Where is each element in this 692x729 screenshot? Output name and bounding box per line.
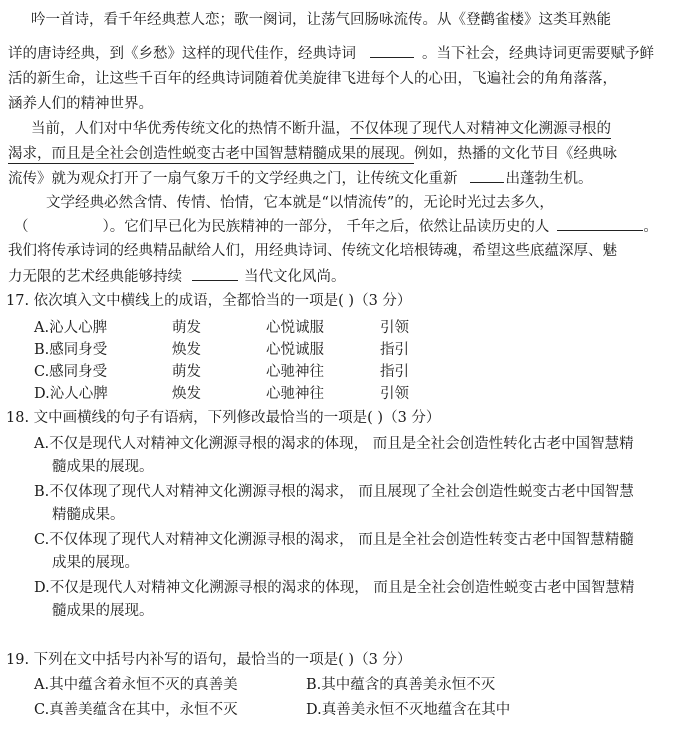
passage-text: 文学经典必然含情、传情、怡情，它本就是“以情流传”的，无论时光过去多久， bbox=[46, 195, 554, 211]
passage-line bbox=[8, 94, 153, 114]
passage-line bbox=[8, 144, 617, 164]
q18-option-d[interactable]: D.不仅是现代人对精神文化溯源寻根的渴求的体现， 而且是全社会创造性蜕变古老中国智慧精 bbox=[34, 580, 635, 596]
question-text: 17. 依次填入文中横线上的成语，全都恰当的一项是( )（3 分） bbox=[6, 293, 412, 309]
q17-option-d-idiom1[interactable]: D.沁人心脾 bbox=[34, 386, 108, 402]
q19-option-a[interactable]: A.其中蕴含着永恒不灭的真善美 bbox=[34, 677, 238, 693]
passage-text: 活的新生命，让这些千百年的经典诗词随着优美旋律飞进每个人的心田，飞遍社会的角角落落， bbox=[8, 71, 617, 87]
passage-text: 吟一首诗，看千年经典惹人恋；歌一阕词，让荡气回肠咏流传。从《登鹳雀楼》这类耳熟能 bbox=[31, 12, 611, 28]
q17-option-a-idiom3: 心悦诚服 bbox=[266, 320, 324, 336]
q18-option-b[interactable]: B.不仅体现了现代人对精神文化溯源寻根的渴求， 而且展现了全社会创造性蜕变古老中国智慧 bbox=[34, 484, 634, 500]
q19-option-c[interactable]: C.真善美蕴含在其中，永恒不灭 bbox=[34, 702, 238, 718]
passage-text: 例如，热播的文化节目《经典咏 bbox=[414, 146, 617, 162]
question-text: 19. 下列在文中括号内补写的语句，最恰当的一项是( )（3 分） bbox=[6, 652, 412, 668]
fill-blank bbox=[470, 168, 504, 183]
passage-line bbox=[8, 266, 346, 287]
passage-line bbox=[46, 193, 554, 213]
q18-option-c-cont: 成果的展现。 bbox=[52, 555, 139, 571]
passage-line bbox=[8, 69, 617, 89]
passage-text: 流传》就为观众打开了一扇气象万千的文学经典之门，让传统文化重新 bbox=[8, 171, 458, 187]
passage-text: 力无限的艺术经典能够持续 bbox=[8, 269, 182, 285]
question-19-stem bbox=[6, 650, 411, 670]
passage-text: （ bbox=[14, 219, 29, 235]
q17-option-b-idiom1[interactable]: B.感同身受 bbox=[34, 342, 108, 358]
passage-line bbox=[31, 119, 611, 139]
q17-option-b-idiom4: 指引 bbox=[380, 342, 409, 358]
underlined-sentence: 渴求，而且是全社会创造性蜕变古老中国智慧精髓成果的展现。 bbox=[8, 146, 414, 162]
passage-line bbox=[8, 241, 617, 261]
fill-blank bbox=[192, 266, 238, 281]
passage-line bbox=[8, 43, 654, 64]
q17-option-a-idiom1[interactable]: A.沁人心脾 bbox=[34, 320, 108, 336]
passage-line bbox=[14, 216, 658, 237]
q17-option-d-idiom3: 心驰神往 bbox=[266, 386, 324, 402]
passage-line bbox=[8, 168, 593, 189]
fill-blank bbox=[557, 216, 643, 231]
q17-option-c-idiom1[interactable]: C.感同身受 bbox=[34, 364, 108, 380]
q17-option-a-idiom4: 引领 bbox=[380, 320, 409, 336]
q18-option-a[interactable]: A.不仅是现代人对精神文化溯源寻根的渴求的体现， 而且是全社会创造性转化古老中国智慧精 bbox=[34, 436, 634, 452]
passage-text: ）。它们早已化为民族精神的一部分， 千年之后，依然让品读历史的人 bbox=[102, 219, 550, 235]
passage-text: 。当下社会，经典诗词更需要赋予鲜 bbox=[422, 46, 654, 62]
q19-option-d[interactable]: D.真善美永恒不灭地蕴含在其中 bbox=[306, 702, 511, 718]
q17-option-b-idiom2: 焕发 bbox=[172, 342, 201, 358]
q17-option-d-idiom4: 引领 bbox=[380, 386, 409, 402]
question-18-stem bbox=[6, 408, 440, 428]
passage-text: 。 bbox=[643, 219, 658, 235]
q18-option-b-cont: 精髓成果。 bbox=[52, 507, 125, 523]
passage-text: 详的唐诗经典，到《乡愁》这样的现代佳作，经典诗词 bbox=[8, 46, 356, 62]
q17-option-b-idiom3: 心悦诚服 bbox=[266, 342, 324, 358]
underlined-sentence: 不仅体现了现代人对精神文化溯源寻根的 bbox=[350, 121, 611, 137]
q17-option-c-idiom2: 萌发 bbox=[172, 364, 201, 380]
q18-option-c[interactable]: C.不仅体现了现代人对精神文化溯源寻根的渴求， 而且是全社会创造性转变古老中国智慧精髓 bbox=[34, 532, 634, 548]
passage-line bbox=[31, 10, 611, 30]
passage-text: 当前，人们对中华优秀传统文化的热情不断升温， bbox=[31, 121, 350, 137]
q17-option-c-idiom3: 心驰神往 bbox=[266, 364, 324, 380]
passage-text: 当代文化风尚。 bbox=[244, 269, 346, 285]
q18-option-d-cont: 髓成果的展现。 bbox=[52, 603, 154, 619]
q17-option-a-idiom2: 萌发 bbox=[172, 320, 201, 336]
passage-text: 涵养人们的精神世界。 bbox=[8, 96, 153, 112]
question-17-stem bbox=[6, 291, 411, 311]
q17-option-c-idiom4: 指引 bbox=[380, 364, 409, 380]
q18-option-a-cont: 髓成果的展现。 bbox=[52, 459, 154, 475]
passage-text: 我们将传承诗词的经典精品献给人们，用经典诗词、传统文化培根铸魂，希望这些底蕴深厚、魅 bbox=[8, 243, 617, 259]
passage-text: 出蓬勃生机。 bbox=[505, 171, 593, 187]
question-text: 18. 文中画横线的句子有语病，下列修改最恰当的一项是( )（3 分） bbox=[6, 410, 441, 426]
fill-blank bbox=[370, 43, 414, 58]
q17-option-d-idiom2: 焕发 bbox=[172, 386, 201, 402]
q19-option-b[interactable]: B.其中蕴含的真善美永恒不灭 bbox=[306, 677, 496, 693]
